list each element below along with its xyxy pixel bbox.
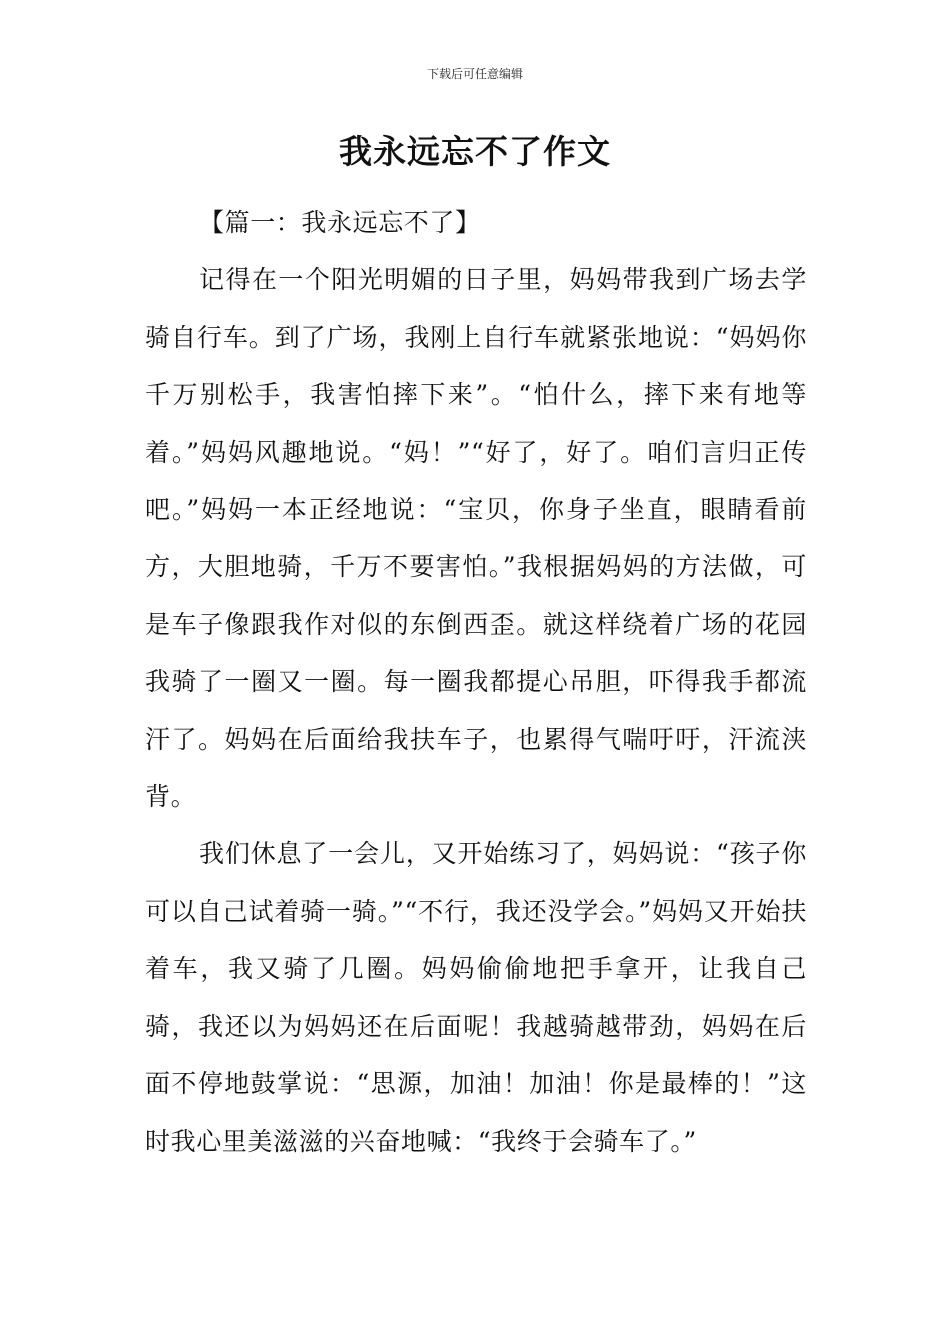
section-heading: 【篇一：我永远忘不了】 bbox=[199, 208, 481, 237]
paragraph-1: 记得在一个阳光明媚的日子里，妈妈带我到广场去学骑自行车。到了广场，我刚上自行车就紧张地说：“妈妈你千万别松手，我害怕摔下来”。“怕什么，摔下来有地等着。”妈妈风趣地说。“妈！”“好了，好了。咱们言归正传吧。”妈妈一本正经地说：“宝贝，你身子坐直，眼睛看前方，大胆地骑，千万不要害怕。”我根据妈妈的方法做，可是车子像跟我作对似的东倒西歪。就这样绕着广场的花园我骑了一圈又一圈。每一圈我都提心吊胆，吓得我手都流汗了。妈妈在后面给我扶车子，也累得气喘吁吁，汗流浃背。 bbox=[145, 265, 807, 812]
document-title: 我永远忘不了作文 bbox=[339, 132, 611, 171]
header-note: 下载后可任意编辑 bbox=[426, 67, 523, 81]
paragraph-2: 我们休息了一会儿，又开始练习了，妈妈说：“孩子你可以自己试着骑一骑。”“不行，我还没学会。”妈妈又开始扶着车，我又骑了几圈。妈妈偷偷地把手拿开，让我自己骑，我还以为妈妈还在后面呢！我越骑越带劲，妈妈在后面不停地鼓掌说：“思源，加油！加油！你是最棒的！”这时我心里美滋滋的兴奋地喊：“我终于会骑车了。” bbox=[145, 839, 807, 1156]
article-body bbox=[145, 194, 807, 1170]
